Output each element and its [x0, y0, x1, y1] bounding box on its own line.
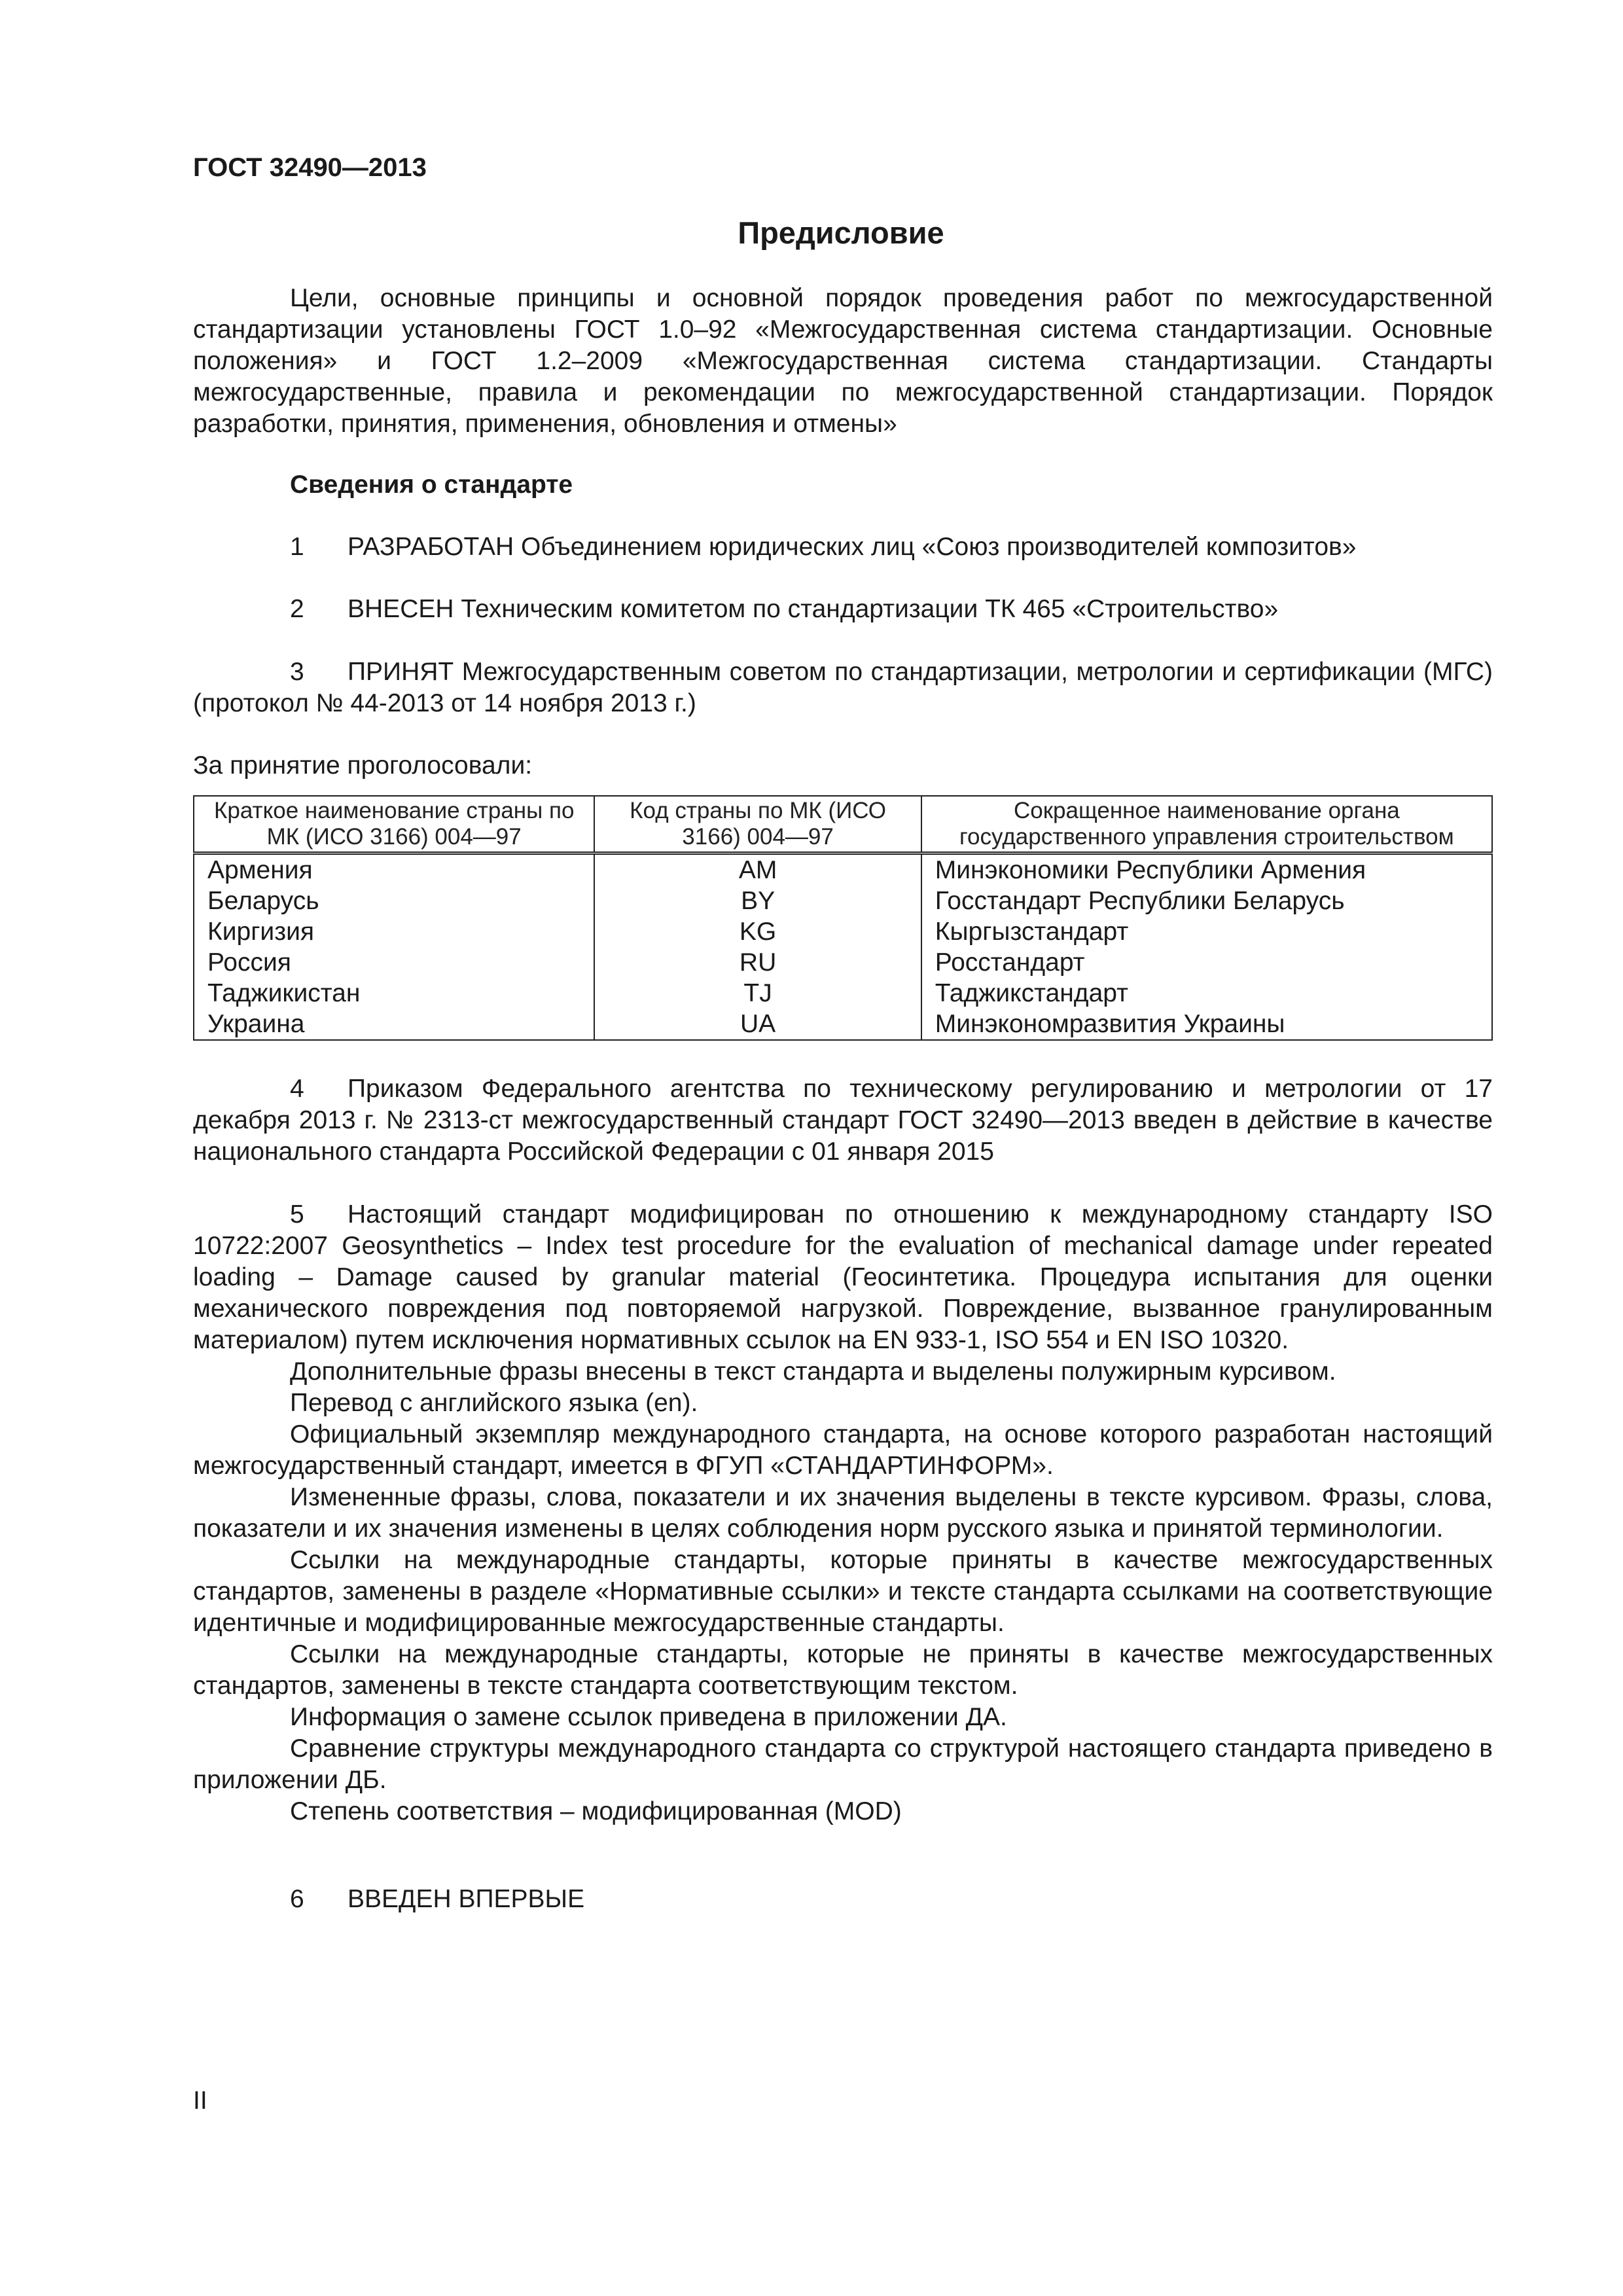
- agency-cell: Росстандарт: [921, 947, 1492, 978]
- agency-cell: Таджикстандарт: [921, 978, 1492, 1009]
- intro-paragraph: [193, 283, 1493, 440]
- item-1: [193, 531, 1493, 563]
- item-text: ВНЕСЕН Техническим комитетом по стандартизации ТК 465 «Строительство»: [348, 595, 1279, 623]
- agency-cell: Госстандарт Республики Беларусь: [921, 886, 1492, 916]
- table-header-row: [194, 796, 1492, 853]
- detail-paragraph: Дополнительные фразы внесены в текст стандарта и выделены полужирным курсивом.: [290, 1357, 1336, 1386]
- vote-label: За принятие проголосовали:: [193, 751, 533, 780]
- item-text: РАЗРАБОТАН Объединением юридических лиц «Союз производителей композитов»: [348, 533, 1357, 561]
- item-number: 6: [290, 1885, 304, 1913]
- code-cell: KG: [594, 916, 921, 947]
- agency-cell: Минэкономразвития Украины: [921, 1009, 1492, 1040]
- item-number: 2: [290, 595, 304, 623]
- section-heading: Сведения о стандарте: [290, 471, 573, 499]
- country-cell: Россия: [194, 947, 594, 978]
- country-cell: Украина: [194, 1009, 594, 1040]
- intro-text: Цели, основные принципы и основной порядок проведения работ по межгосударственной стандартизации установлены ГОСТ 1.0–92 «Межгосударственная система стандартизации. Основные положения» и ГОСТ 1.2–2009 «Межгосударственная система стандартизации. Стандарты межгосударственные, правила и рекомендации по межгосударственной стандартизации. Порядок разработки, принятия, применения, обновления и отмены»: [193, 284, 1493, 438]
- table-row: [194, 1009, 1492, 1040]
- item-5-details: [193, 1356, 1493, 1827]
- page-number: II: [193, 2087, 207, 2115]
- item-3: [193, 656, 1493, 719]
- item-4: [193, 1073, 1493, 1168]
- code-cell: UA: [594, 1009, 921, 1040]
- table-row: [194, 853, 1492, 886]
- column-header-agency: Сокращенное наименование органа государственного управления строительством: [921, 796, 1492, 853]
- agency-cell: Кыргызстандарт: [921, 916, 1492, 947]
- detail-paragraph: Сравнение структуры международного стандарта со структурой настоящего стандарта приведено в приложении ДБ.: [193, 1734, 1493, 1794]
- item-6: [193, 1884, 1493, 1915]
- code-cell: TJ: [594, 978, 921, 1009]
- table-row: [194, 916, 1492, 947]
- country-cell: Таджикистан: [194, 978, 594, 1009]
- item-number: 4: [290, 1075, 304, 1103]
- item-text: Настоящий стандарт модифицирован по отношению к международному стандарту ISO 10722:2007 Geosynthetics – Index test procedure for the evaluation of mechanical damage under repeated loading – Damage caused by granular material (Геосинтетика. Процедура испытания для оценки механического повреждения под повторяемой нагрузкой. Повреждение, вызванное гранулированным материалом) путем исключения нормативных ссылок на EN 933-1, ISO 554 и EN ISO 10320.: [193, 1200, 1493, 1354]
- item-5: [193, 1199, 1493, 1356]
- item-text: ПРИНЯТ Межгосударственным советом по стандартизации, метрологии и сертификации (МГС) (протокол № 44-2013 от 14 ноября 2013 г.): [193, 658, 1493, 717]
- code-cell: RU: [594, 947, 921, 978]
- page-title: Предисловие: [738, 215, 944, 250]
- item-number: 3: [290, 658, 304, 686]
- code-cell: AM: [594, 853, 921, 886]
- agency-cell: Минэкономики Республики Армения: [921, 853, 1492, 886]
- item-number: 1: [290, 533, 304, 561]
- country-cell: Армения: [194, 853, 594, 886]
- table-row: [194, 947, 1492, 978]
- detail-paragraph: Ссылки на международные стандарты, которые не приняты в качестве межгосударственных стандартов, заменены в тексте стандарта соответствующим текстом.: [193, 1640, 1493, 1700]
- table-row: [194, 886, 1492, 916]
- country-cell: Беларусь: [194, 886, 594, 916]
- detail-paragraph: Официальный экземпляр международного стандарта, на основе которого разработан настоящий межгосударственный стандарт, имеется в ФГУП «СТАНДАРТИНФОРМ».: [193, 1420, 1493, 1480]
- document-id: ГОСТ 32490—2013: [193, 153, 427, 182]
- column-header-code: Код страны по МК (ИСО 3166) 004—97: [594, 796, 921, 853]
- detail-paragraph: Ссылки на международные стандарты, которые приняты в качестве межгосударственных стандартов, заменены в разделе «Нормативные ссылки» и тексте стандарта ссылками на соответствующие идентичные и модифицированные межгосударственные стандарты.: [193, 1546, 1493, 1637]
- voting-table: [193, 795, 1493, 1041]
- item-2: [193, 594, 1493, 625]
- detail-paragraph: Степень соответствия – модифицированная (MOD): [290, 1797, 902, 1825]
- code-cell: BY: [594, 886, 921, 916]
- country-cell: Киргизия: [194, 916, 594, 947]
- item-text: ВВЕДЕН ВПЕРВЫЕ: [348, 1885, 585, 1913]
- item-number: 5: [290, 1200, 304, 1229]
- table-row: [194, 978, 1492, 1009]
- detail-paragraph: Информация о замене ссылок приведена в приложении ДА.: [290, 1703, 1007, 1731]
- detail-paragraph: Измененные фразы, слова, показатели и их значения выделены в тексте курсивом. Фразы, слова, показатели и их значения изменены в целях соблюдения норм русского языка и принятой терминологии.: [193, 1483, 1493, 1543]
- column-header-country: Краткое наименование страны по МК (ИСО 3166) 004—97: [194, 796, 594, 853]
- item-text: Приказом Федерального агентства по техническому регулированию и метрологии от 17 декабря 2013 г. № 2313-ст межгосударственный стандарт ГОСТ 32490—2013 введен в действие в качестве национального стандарта Российской Федерации с 01 января 2015: [193, 1075, 1493, 1166]
- detail-paragraph: Перевод с английского языка (en).: [290, 1389, 698, 1417]
